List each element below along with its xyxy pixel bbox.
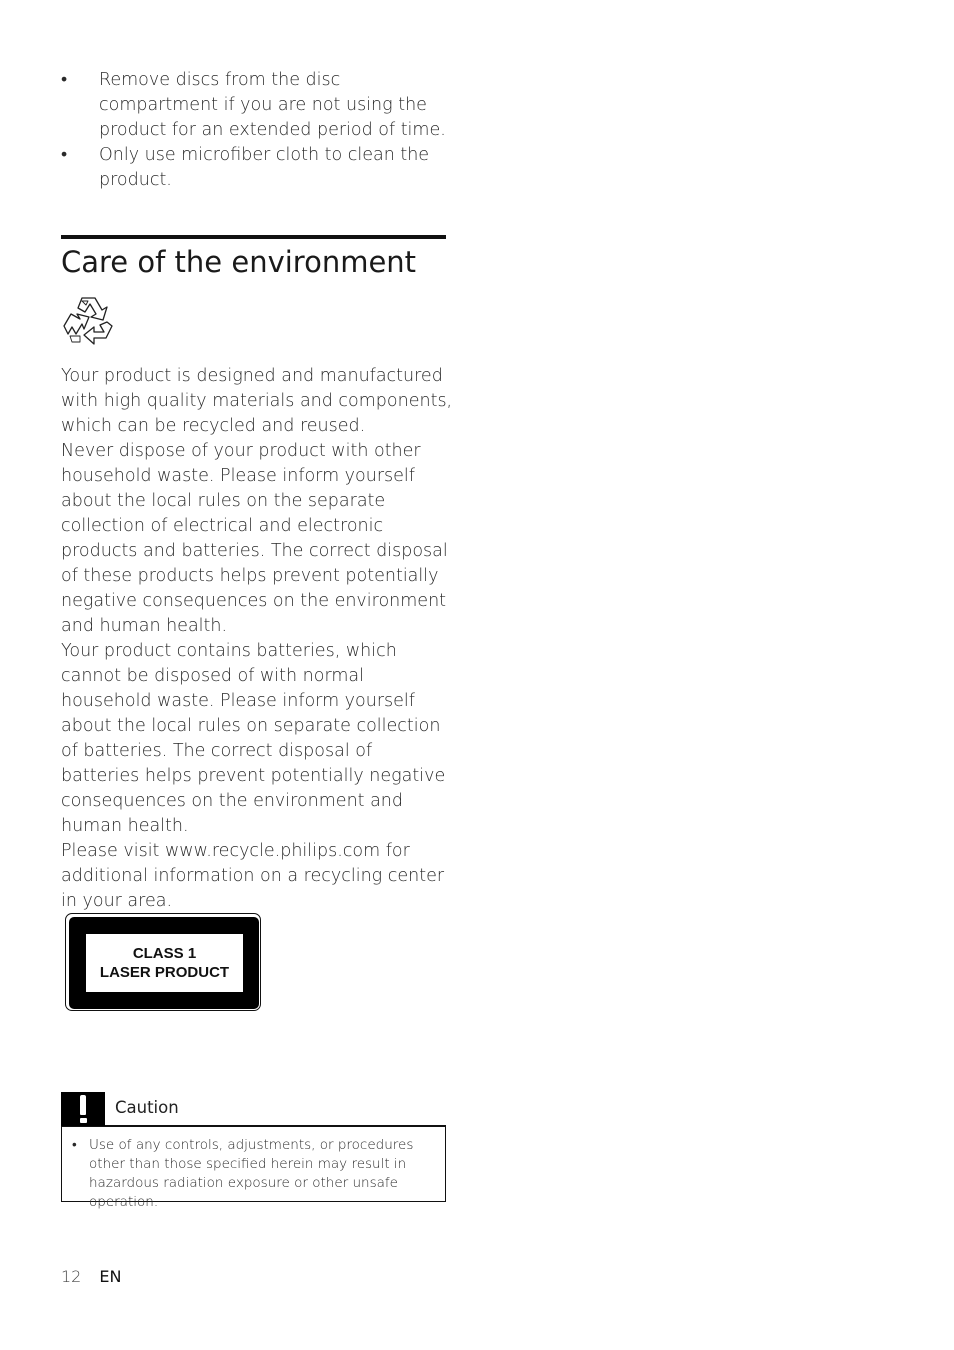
laser-class-text: CLASS 1 bbox=[132, 945, 197, 962]
paragraph: Your product contains batteries, which cannot be disposed of with normal household waste. Please inform yourself about the local rules on separate collection of batteries. The correct disposal of batteries helps prevent potentially negative consequences on the environment and human health. bbox=[61, 641, 446, 836]
paragraph: Your product is designed and manufactured with high quality materials and components, which can be recycled and reused. bbox=[61, 366, 453, 436]
bullet-text: Remove discs from the disc compartment if you are not using the product for an extended period of time. bbox=[99, 70, 446, 140]
page-number: 12 bbox=[61, 1267, 82, 1286]
bullet-text: Only use microfiber cloth to clean the product. bbox=[99, 145, 430, 190]
caution-list bbox=[72, 1136, 442, 1212]
bullet-item bbox=[61, 143, 451, 193]
bullet-item bbox=[61, 68, 451, 143]
maintenance-bullet-list bbox=[61, 68, 451, 193]
exclamation-icon bbox=[61, 1092, 105, 1126]
exclamation-dot bbox=[80, 1118, 87, 1123]
caution-item bbox=[72, 1136, 442, 1212]
paragraph: Please visit www.recycle.philips.com for additional information on a recycling center in your area. bbox=[61, 841, 445, 911]
bullet-symbol: • bbox=[61, 145, 68, 165]
laser-product-text: LASER PRODUCT bbox=[99, 964, 230, 981]
page-footer bbox=[61, 1266, 121, 1288]
exclamation-bar bbox=[80, 1095, 86, 1115]
paragraph: Never dispose of your product with other household waste. Please inform yourself about the local rules on the separate collection of electrical and electronic products and batteries. The correct disposal of these products helps prevent potentially negative consequences on the environment and human health. bbox=[61, 441, 448, 636]
recycle-icon bbox=[62, 296, 114, 346]
caution-text: Use of any controls, adjustments, or procedures other than those specified herein may result in hazardous radiation exposure or other unsafe operation. bbox=[89, 1137, 414, 1210]
caution-title: Caution bbox=[115, 1098, 179, 1117]
section-divider bbox=[61, 235, 446, 239]
language-code: EN bbox=[99, 1267, 122, 1286]
laser-product-label bbox=[86, 934, 243, 992]
bullet-symbol: • bbox=[61, 70, 68, 90]
environment-body bbox=[61, 364, 453, 914]
section-title: Care of the environment bbox=[61, 245, 417, 279]
bullet-symbol: • bbox=[72, 1137, 77, 1153]
